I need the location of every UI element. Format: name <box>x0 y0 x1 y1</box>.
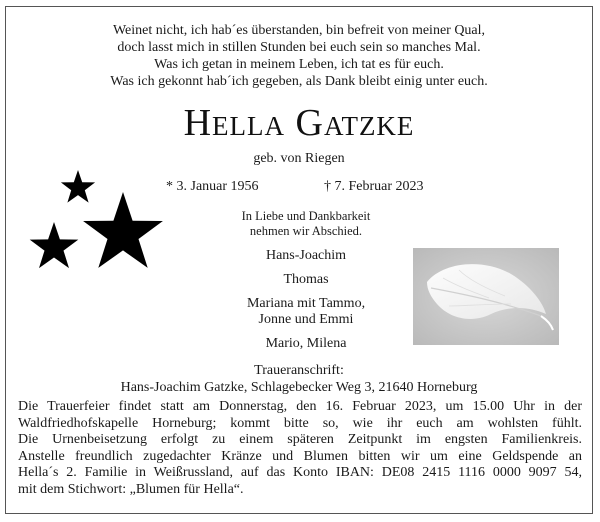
notice-line: Die Trauerfeier findet statt am Donnerstag, den 16. Februar 2023, um 15.00 Uhr in der <box>18 399 582 414</box>
farewell-block <box>206 209 406 352</box>
white-feather-icon <box>413 248 559 345</box>
star-large-icon <box>83 192 163 268</box>
address-value: Hans-Joachim Gatzke, Schlagebecker Weg 3, 21640 Horneburg <box>120 380 478 395</box>
mourning-address <box>6 362 592 396</box>
poem-line: Weinet nicht, ich hab´es überstanden, bin befreit von meiner Qual, <box>112 23 486 38</box>
notice-line: Waldfriedhofskapelle Horneburg; kommt bitte so, wie ihr euch am wohlsten fühlt. <box>18 415 582 431</box>
three-black-stars-icon <box>21 170 181 285</box>
mourner-name: Hans-Joachim <box>265 248 347 263</box>
farewell-line: nehmen wir Abschied. <box>249 224 363 238</box>
poem <box>6 22 592 90</box>
farewell-line: In Liebe und Dankbarkeit <box>241 209 371 223</box>
mourner-name: Mario, Milena <box>265 336 347 351</box>
death-date: † 7. Februar 2023 <box>324 179 424 194</box>
maiden-name: geb. von Riegen <box>253 151 345 166</box>
notice-line: mit dem Stichwort: „Blumen für Hella“. <box>18 481 244 497</box>
deceased-name: Hella Gatzke <box>183 102 415 144</box>
notice-line: Anstelle freundlich zugedachter Kränze und Blumen bitten wir um eine Geldspende an <box>18 448 582 464</box>
notice-line: Hella´s 2. Familie in Weißrussland, auf das Konto IBAN: DE08 2415 1116 0000 9097 54, <box>18 465 582 480</box>
mourner-name: Thomas <box>283 272 329 287</box>
poem-line: Was ich getan in meinem Leben, ich tat es für euch. <box>154 57 444 72</box>
address-label: Traueranschrift: <box>254 363 344 378</box>
obituary-card <box>5 6 593 514</box>
poem-line: doch lasst mich in stillen Stunden bei euch sein so manches Mal. <box>117 40 481 55</box>
birth-date: * 3. Januar 1956 <box>166 179 259 194</box>
mourner-name: Mariana mit Tammo, <box>246 296 366 311</box>
notice-line: Die Urnenbeisetzung erfolgt zu einem späteren Zeitpunkt im engsten Familienkreis. <box>18 432 582 447</box>
feather-image <box>413 248 559 345</box>
star-medium-icon <box>30 222 79 268</box>
poem-line: Was ich gekonnt hab´ich gegeben, als Dank bleibt einig unter euch. <box>110 74 488 89</box>
star-small-icon <box>61 170 95 203</box>
funeral-notice <box>18 399 582 498</box>
mourner-name: Jonne und Emmi <box>258 312 354 327</box>
